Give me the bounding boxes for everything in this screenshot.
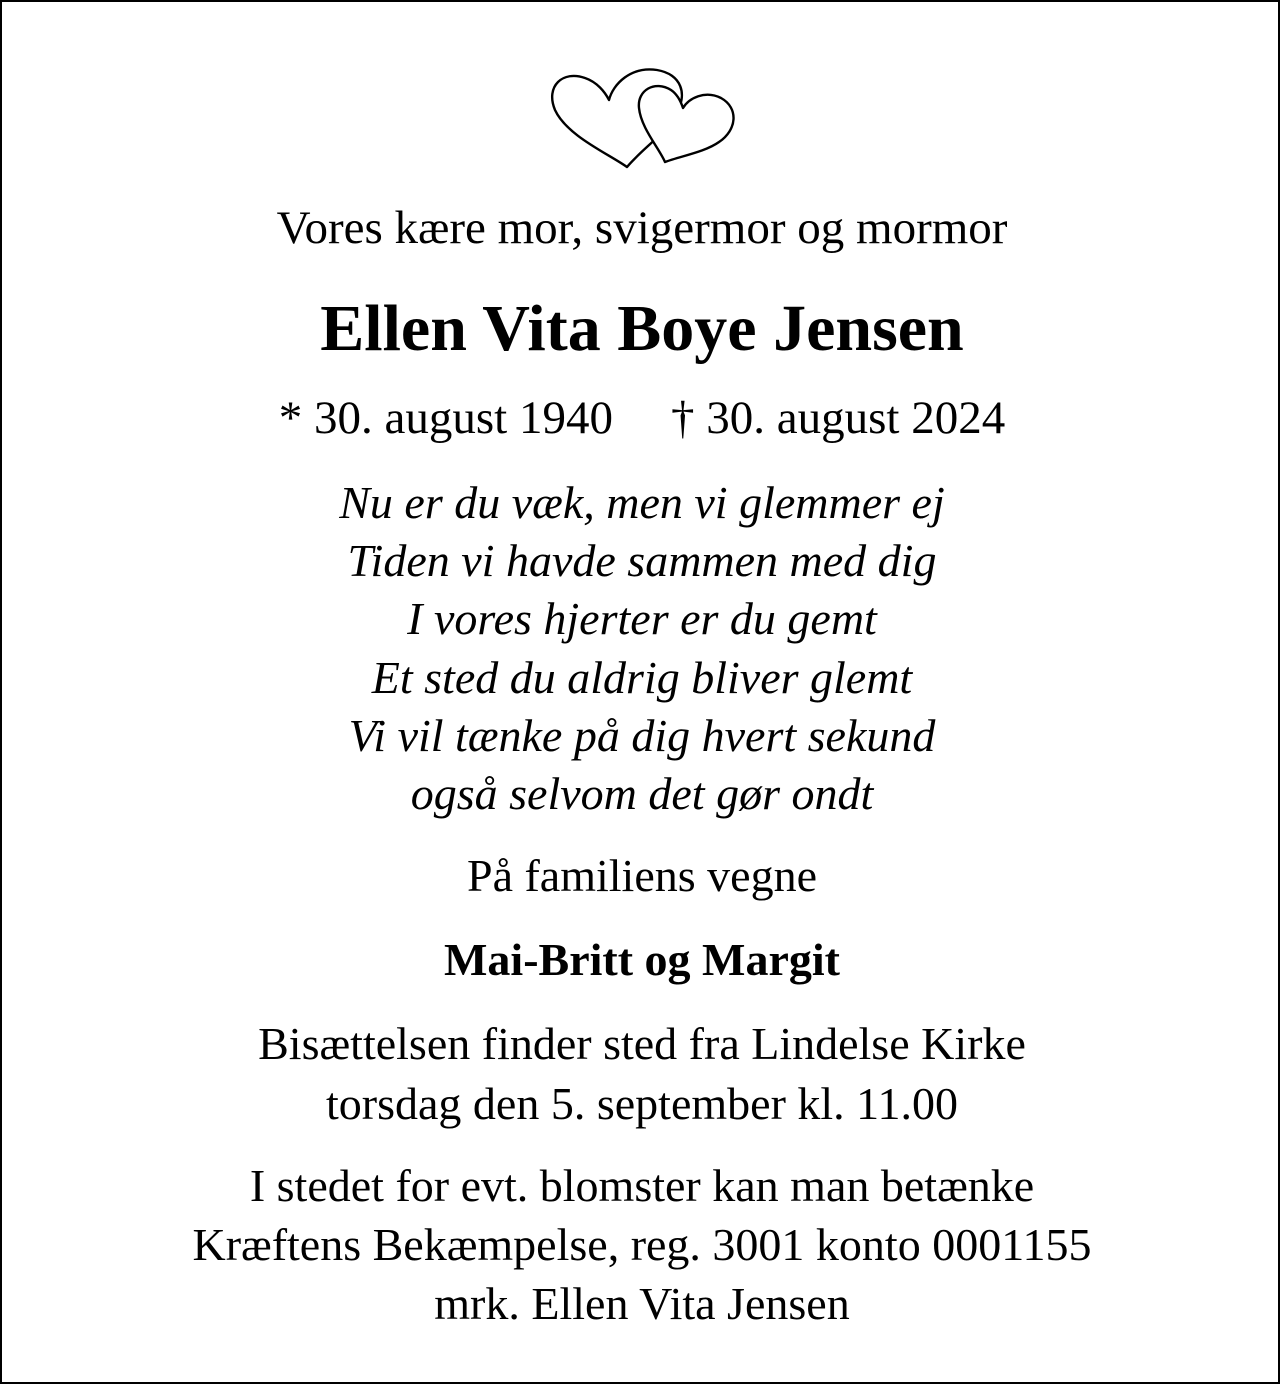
death-date: 30. august 2024 bbox=[706, 392, 1006, 444]
life-dates bbox=[2, 388, 1280, 448]
funeral-info bbox=[2, 1014, 1280, 1134]
donation-info bbox=[2, 1156, 1280, 1333]
intro-line: Vores kære mor, svigermor og mormor bbox=[276, 202, 1008, 254]
right-heart-icon bbox=[639, 86, 734, 162]
birth-symbol: * bbox=[278, 392, 303, 444]
funeral-line: Bisættelsen finder sted fra Lindelse Kirke bbox=[258, 1018, 1026, 1069]
double-hearts-icon bbox=[547, 64, 739, 170]
poem-line: I vores hjerter er du gemt bbox=[407, 593, 877, 645]
on-behalf-line: På familiens vegne bbox=[466, 850, 817, 901]
donation-line: mrk. Ellen Vita Jensen bbox=[434, 1278, 850, 1329]
poem-line: Tiden vi havde sammen med dig bbox=[347, 535, 937, 587]
deceased-name: Ellen Vita Boye Jensen bbox=[320, 292, 964, 365]
donation-line: I stedet for evt. blomster kan man betænke bbox=[249, 1160, 1035, 1211]
birth-date: 30. august 1940 bbox=[314, 392, 613, 444]
signers: Mai-Britt og Margit bbox=[444, 934, 840, 985]
memorial-poem bbox=[2, 474, 1280, 823]
poem-line: Nu er du væk, men vi glemmer ej bbox=[339, 477, 945, 528]
poem-line: Et sted du aldrig bliver glemt bbox=[371, 651, 913, 703]
poem-line: Vi vil tænke på dig hvert sekund bbox=[348, 709, 936, 761]
death-symbol: † bbox=[671, 392, 695, 444]
poem-line: også selvom det gør ondt bbox=[410, 768, 874, 820]
donation-line: Kræftens Bekæmpelse, reg. 3001 konto 0001155 bbox=[192, 1219, 1092, 1270]
funeral-line: torsdag den 5. september kl. 11.00 bbox=[326, 1078, 958, 1129]
